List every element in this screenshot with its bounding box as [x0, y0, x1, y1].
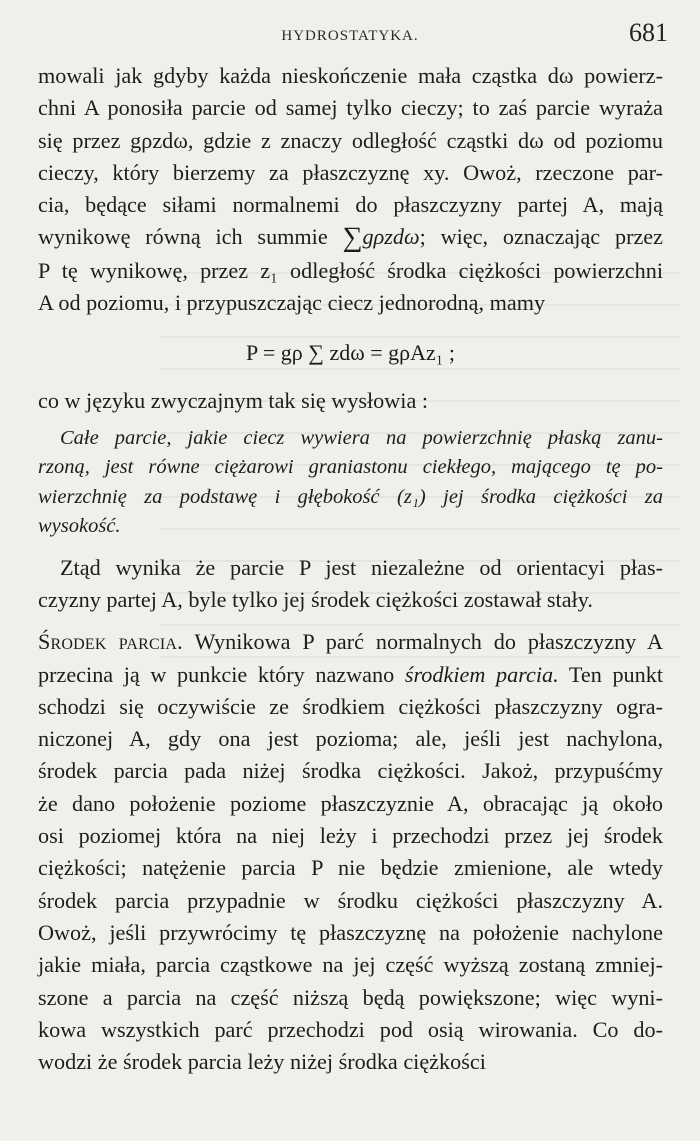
term-line-before: przecina ją w punkcie który nazwano [38, 661, 395, 687]
running-head: HYDROSTATYKA. [281, 28, 419, 44]
text-line-with-sum [38, 221, 663, 254]
text-line: czyzny partej A, byle tylko jej środek ciężkości zostawał stały. [38, 586, 593, 612]
paragraph-2 [38, 552, 663, 617]
text-line: niczonej A, gdy ona jest pozioma; ale, jeśli jest nachylona, [38, 726, 663, 752]
text-line: ciężkości; natężenie parcia P nie będzie zmienione, ale wtedy [38, 855, 663, 881]
text-line [38, 659, 663, 691]
term-line-after: Ten punkt [568, 661, 664, 687]
text-line: środek parcia pada niżej środka ciężkości. Jakoż, przypuśćmy [38, 758, 663, 784]
text-line: się przez gρzdω, gdzie z znaczy odległość cząstki dω od poziomu [38, 127, 663, 153]
sum-expression: gρzdω [362, 224, 420, 250]
summation-symbol: ∑ [342, 222, 363, 254]
text-line: Owoż, jeśli przywrócimy tę płaszczyznę na położenie nachylone [38, 919, 663, 945]
text-line: że dano położenie poziome płaszczyznie A, obracając ją około [38, 790, 663, 816]
page-header [0, 18, 700, 58]
text-line: mowali jak gdyby każda nieskończenie mała cząstka dω powierz- [38, 63, 663, 88]
theorem-statement [38, 424, 663, 542]
theorem-line: wysokość. [38, 515, 121, 538]
sum-line-after: ; więc, oznaczając przez [419, 224, 663, 250]
text-line: szone a parcia na część niższą będą powiększone; więc wyni- [38, 984, 663, 1010]
text-line: schodzi się oczywiście ze środkiem ciężkości płaszczyzny ogra- [38, 693, 663, 719]
text-line: jakie miała, parcia cząstkowe na jej część wyższą zostaną zmniej- [38, 952, 663, 978]
theorem-line: wierzchnię za podstawę i głębokość (z₁) jej środka ciężkości za [38, 485, 663, 508]
section-heading: Środek parcia. [38, 629, 183, 655]
text-line: osi poziomej która na niej leży i przechodzi przez jej środek [38, 823, 663, 849]
text-line [38, 626, 663, 658]
text-line: A od poziomu, i przypuszczając ciecz jednorodną, mamy [38, 290, 546, 316]
lead-in-line: co w języku zwyczajnym tak się wysłowia : [38, 388, 429, 414]
text-line: kowa wszystkich parć przechodzi pod osią wirowania. Co do- [38, 1016, 663, 1042]
text-line: wodzi że środek parcia leży niżej środka ciężkości [38, 1049, 486, 1075]
page-number: 681 [629, 18, 668, 47]
text-line: P tę wynikowę, przez z₁ odległość środka ciężkości powierzchni [38, 257, 663, 283]
theorem-line: rzoną, jest równe ciężarowi graniastonu ciekłego, mającego tę po- [38, 456, 663, 479]
defined-term: środkiem parcia. [404, 661, 559, 687]
paragraph-3 [38, 626, 663, 1078]
text-line: środek parcia przypadnie w środku ciężkości płaszczyzny A. [38, 887, 663, 913]
body-text [38, 60, 663, 1078]
theorem-line: Całe parcie, jakie ciecz wywiera na powierzchnię płaską zanu- [60, 426, 663, 449]
text-line: chni A ponosiła parcie od samej tylko cieczy; to zaś parcie wyraża [38, 95, 663, 121]
text-line: cieczy, który bierzemy za płaszczyznę xy. Owoż, rzeczone par- [38, 159, 663, 185]
heading-line-rest: Wynikowa P parć normalnych do płaszczyzny A [194, 629, 663, 655]
text-line: Ztąd wynika że parcie P jest niezależne od orientacyi płas- [60, 554, 663, 580]
sum-line-before: wynikowę równą ich summie [38, 224, 328, 250]
text-line: cia, będące siłami normalnemi do płaszczyzny partej A, mają [38, 192, 663, 218]
paragraph-1 [38, 60, 663, 319]
display-formula: P = gρ ∑ zdω = gρAz₁ ; [245, 340, 456, 366]
